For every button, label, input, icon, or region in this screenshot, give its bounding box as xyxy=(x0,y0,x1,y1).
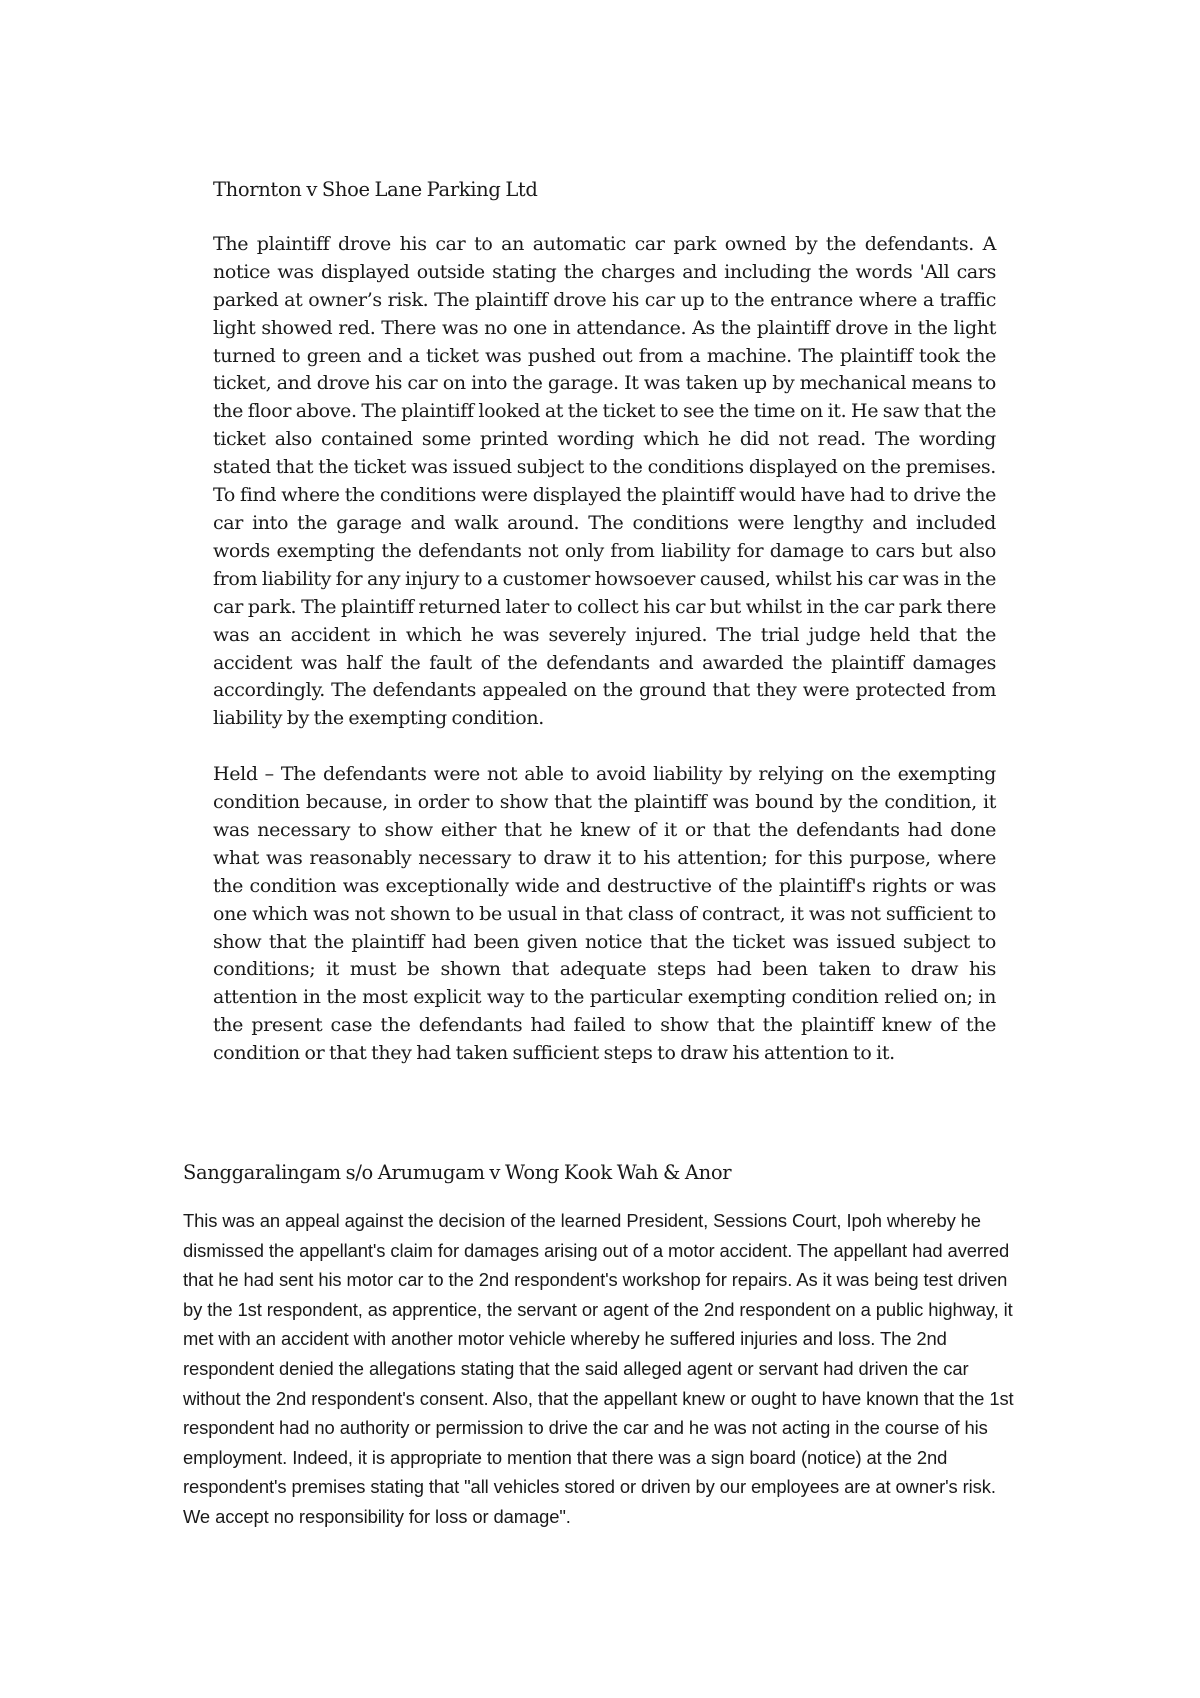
case-held-paragraph: Held – The defendants were not able to avoid liability by relying on the exempting condition because, in order to show that the plaintiff was bound by the condition, it was necessary to show either that he knew of it or that the defendants had done what was reasonably necessary to draw it to his attention; for this purpose, where the condition was exceptionally wide and destructive of the plaintiff's rights or was one which was not shown to be usual in that class of contract, it was not sufficient to show that the plaintiff had been given notice that the ticket was issued subject to conditions; it must be shown that adequate steps had been taken to draw his attention in the most explicit way to the particular exempting condition relied on; in the present case the defendants had failed to show that the plaintiff knew of the condition or that they had taken sufficient steps to draw his attention to it. xyxy=(213,763,996,1065)
case-title: Thornton v Shoe Lane Parking Ltd xyxy=(213,178,538,201)
case-body-paragraph: This was an appeal against the decision of the learned President, Sessions Court, Ipoh whereby he dismissed the appellant's claim for damages arising out of a motor accident. The appellant had averred that he had sent his motor car to the 2nd respondent's workshop for repairs. As it was being test driven by the 1st respondent, as apprentice, the servant or agent of the 2nd respondent on a public highway, it met with an accident with another motor vehicle whereby he suffered injuries and loss. The 2nd respondent denied the allegations stating that the said alleged agent or servant had driven the car without the 2nd respondent's consent. Also, that the appellant knew or ought to have known that the 1st respondent had no authority or permission to drive the car and he was not acting in the course of his employment. Indeed, it is appropriate to mention that there was a sign board (notice) at the 2nd respondent's premises stating that "all vehicles stored or driven by our employees are at owner's risk. We accept no responsibility for loss or damage". xyxy=(183,1210,1014,1527)
case-title: Sanggaralingam s/o Arumugam v Wong Kook Wah & Anor xyxy=(183,1161,732,1184)
case-facts-paragraph: The plaintiff drove his car to an automatic car park owned by the defendants. A notice was displayed outside stating the charges and including the words 'All cars parked at owner’s risk. The plaintiff drove his car up to the entrance where a traffic light showed red. There was no one in attendance. As the plaintiff drove in the light turned to green and a ticket was pushed out from a machine. The plaintiff took the ticket, and drove his car on into the garage. It was taken up by mechanical means to the floor above. The plaintiff looked at the ticket to see the time on it. He saw that the ticket also contained some printed wording which he did not read. The wording stated that the ticket was issued subject to the conditions displayed on the premises. To find where the conditions were displayed the plaintiff would have had to drive the car into the garage and walk around. The conditions were lengthy and included words exempting the defendants not only from liability for damage to cars but also from liability for any injury to a customer howsoever caused, whilst his car was in the car park. The plaintiff returned later to collect his car but whilst in the car park there was an accident in which he was severely injured. The trial judge held that the accident was half the fault of the defendants and awarded the plaintiff damages accordingly. The defendants appealed on the ground that they were protected from liability by the exempting condition. xyxy=(213,232,996,730)
case-section-thornton xyxy=(213,176,996,1096)
